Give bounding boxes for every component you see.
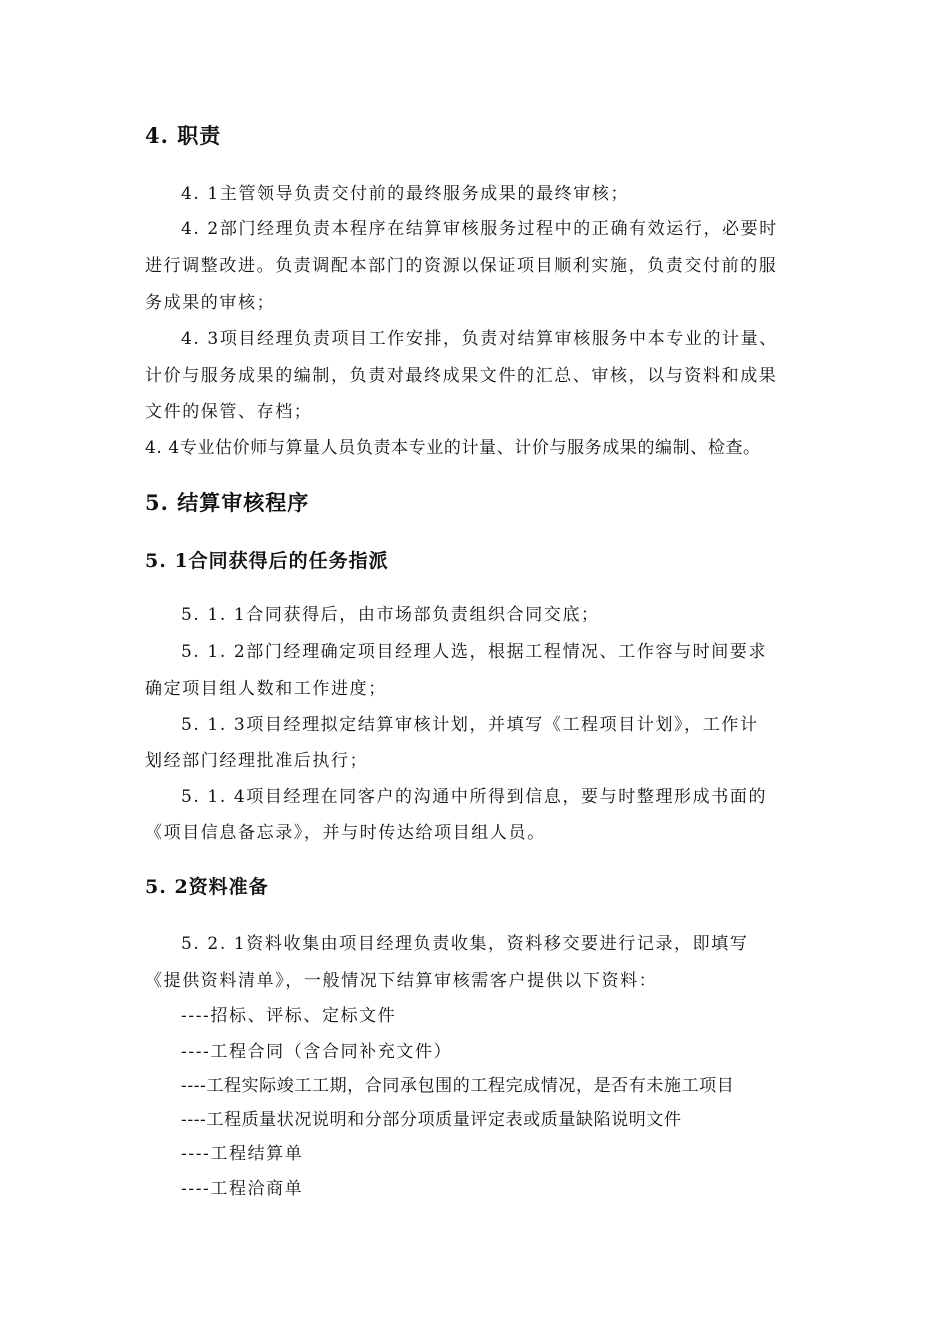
paragraph-line: 5. 1. 3项目经理拟定结算审核计划，并填写《工程项目计划》，工作计 [181, 715, 759, 735]
paragraph-line: 务成果的审核； [145, 293, 276, 313]
paragraph-line: 5. 1. 4项目经理在同客户的沟通中所得到信息，要与时整理形成书面的 [181, 787, 768, 807]
paragraph-line: 确定项目组人数和工作进度； [145, 679, 387, 699]
list-item: ----工程结算单 [181, 1144, 304, 1164]
paragraph-line: 5. 1. 1合同获得后，由市场部负责组织合同交底； [181, 605, 600, 625]
list-item: ----工程合同（含合同补充文件） [181, 1042, 453, 1062]
list-item: ----工程质量状况说明和分部分项质量评定表或质量缺陷说明文件 [181, 1110, 682, 1130]
paragraph-line: 计价与服务成果的编制，负责对最终成果文件的汇总、审核，以与资料和成果 [145, 366, 778, 386]
paragraph-line: 4. 1主管领导负责交付前的最终服务成果的最终审核； [181, 184, 630, 204]
paragraph-line: 4. 3项目经理负责项目工作安排，负责对结算审核服务中本专业的计量、 [181, 329, 778, 349]
paragraph-line: 进行调整改进。负责调配本部门的资源以保证项目顺利实施，负责交付前的服 [145, 256, 778, 276]
section-4-heading: 4. 职责 [145, 123, 222, 148]
list-item: ----招标、评标、定标文件 [181, 1006, 397, 1026]
section-5-heading: 5. 结算审核程序 [145, 490, 310, 515]
list-item: ----工程实际竣工工期，合同承包围的工程完成情况，是否有未施工项目 [181, 1076, 735, 1096]
section-5-2-heading: 5. 2资料准备 [145, 876, 269, 898]
paragraph-line: 4. 2部门经理负责本程序在结算审核服务过程中的正确有效运行，必要时 [181, 219, 778, 239]
paragraph-line: 《提供资料清单》，一般情况下结算审核需客户提供以下资料： [145, 971, 658, 991]
section-5-1-heading: 5. 1合同获得后的任务指派 [145, 550, 389, 572]
paragraph-line: 5. 1. 2部门经理确定项目经理人选，根据工程情况、工作容与时间要求 [181, 642, 768, 662]
paragraph-line: 《项目信息备忘录》，并与时传达给项目组人员。 [145, 823, 546, 843]
paragraph-line: 5. 2. 1资料收集由项目经理负责收集，资料移交要进行记录，即填写 [181, 934, 749, 954]
paragraph-line: 划经部门经理批准后执行； [145, 751, 369, 771]
paragraph-line: 文件的保管、存档； [145, 402, 313, 422]
paragraph-line: 4. 4专业估价师与算量人员负责本专业的计量、计价与服务成果的编制、检查。 [145, 438, 761, 458]
list-item: ----工程洽商单 [181, 1179, 304, 1199]
